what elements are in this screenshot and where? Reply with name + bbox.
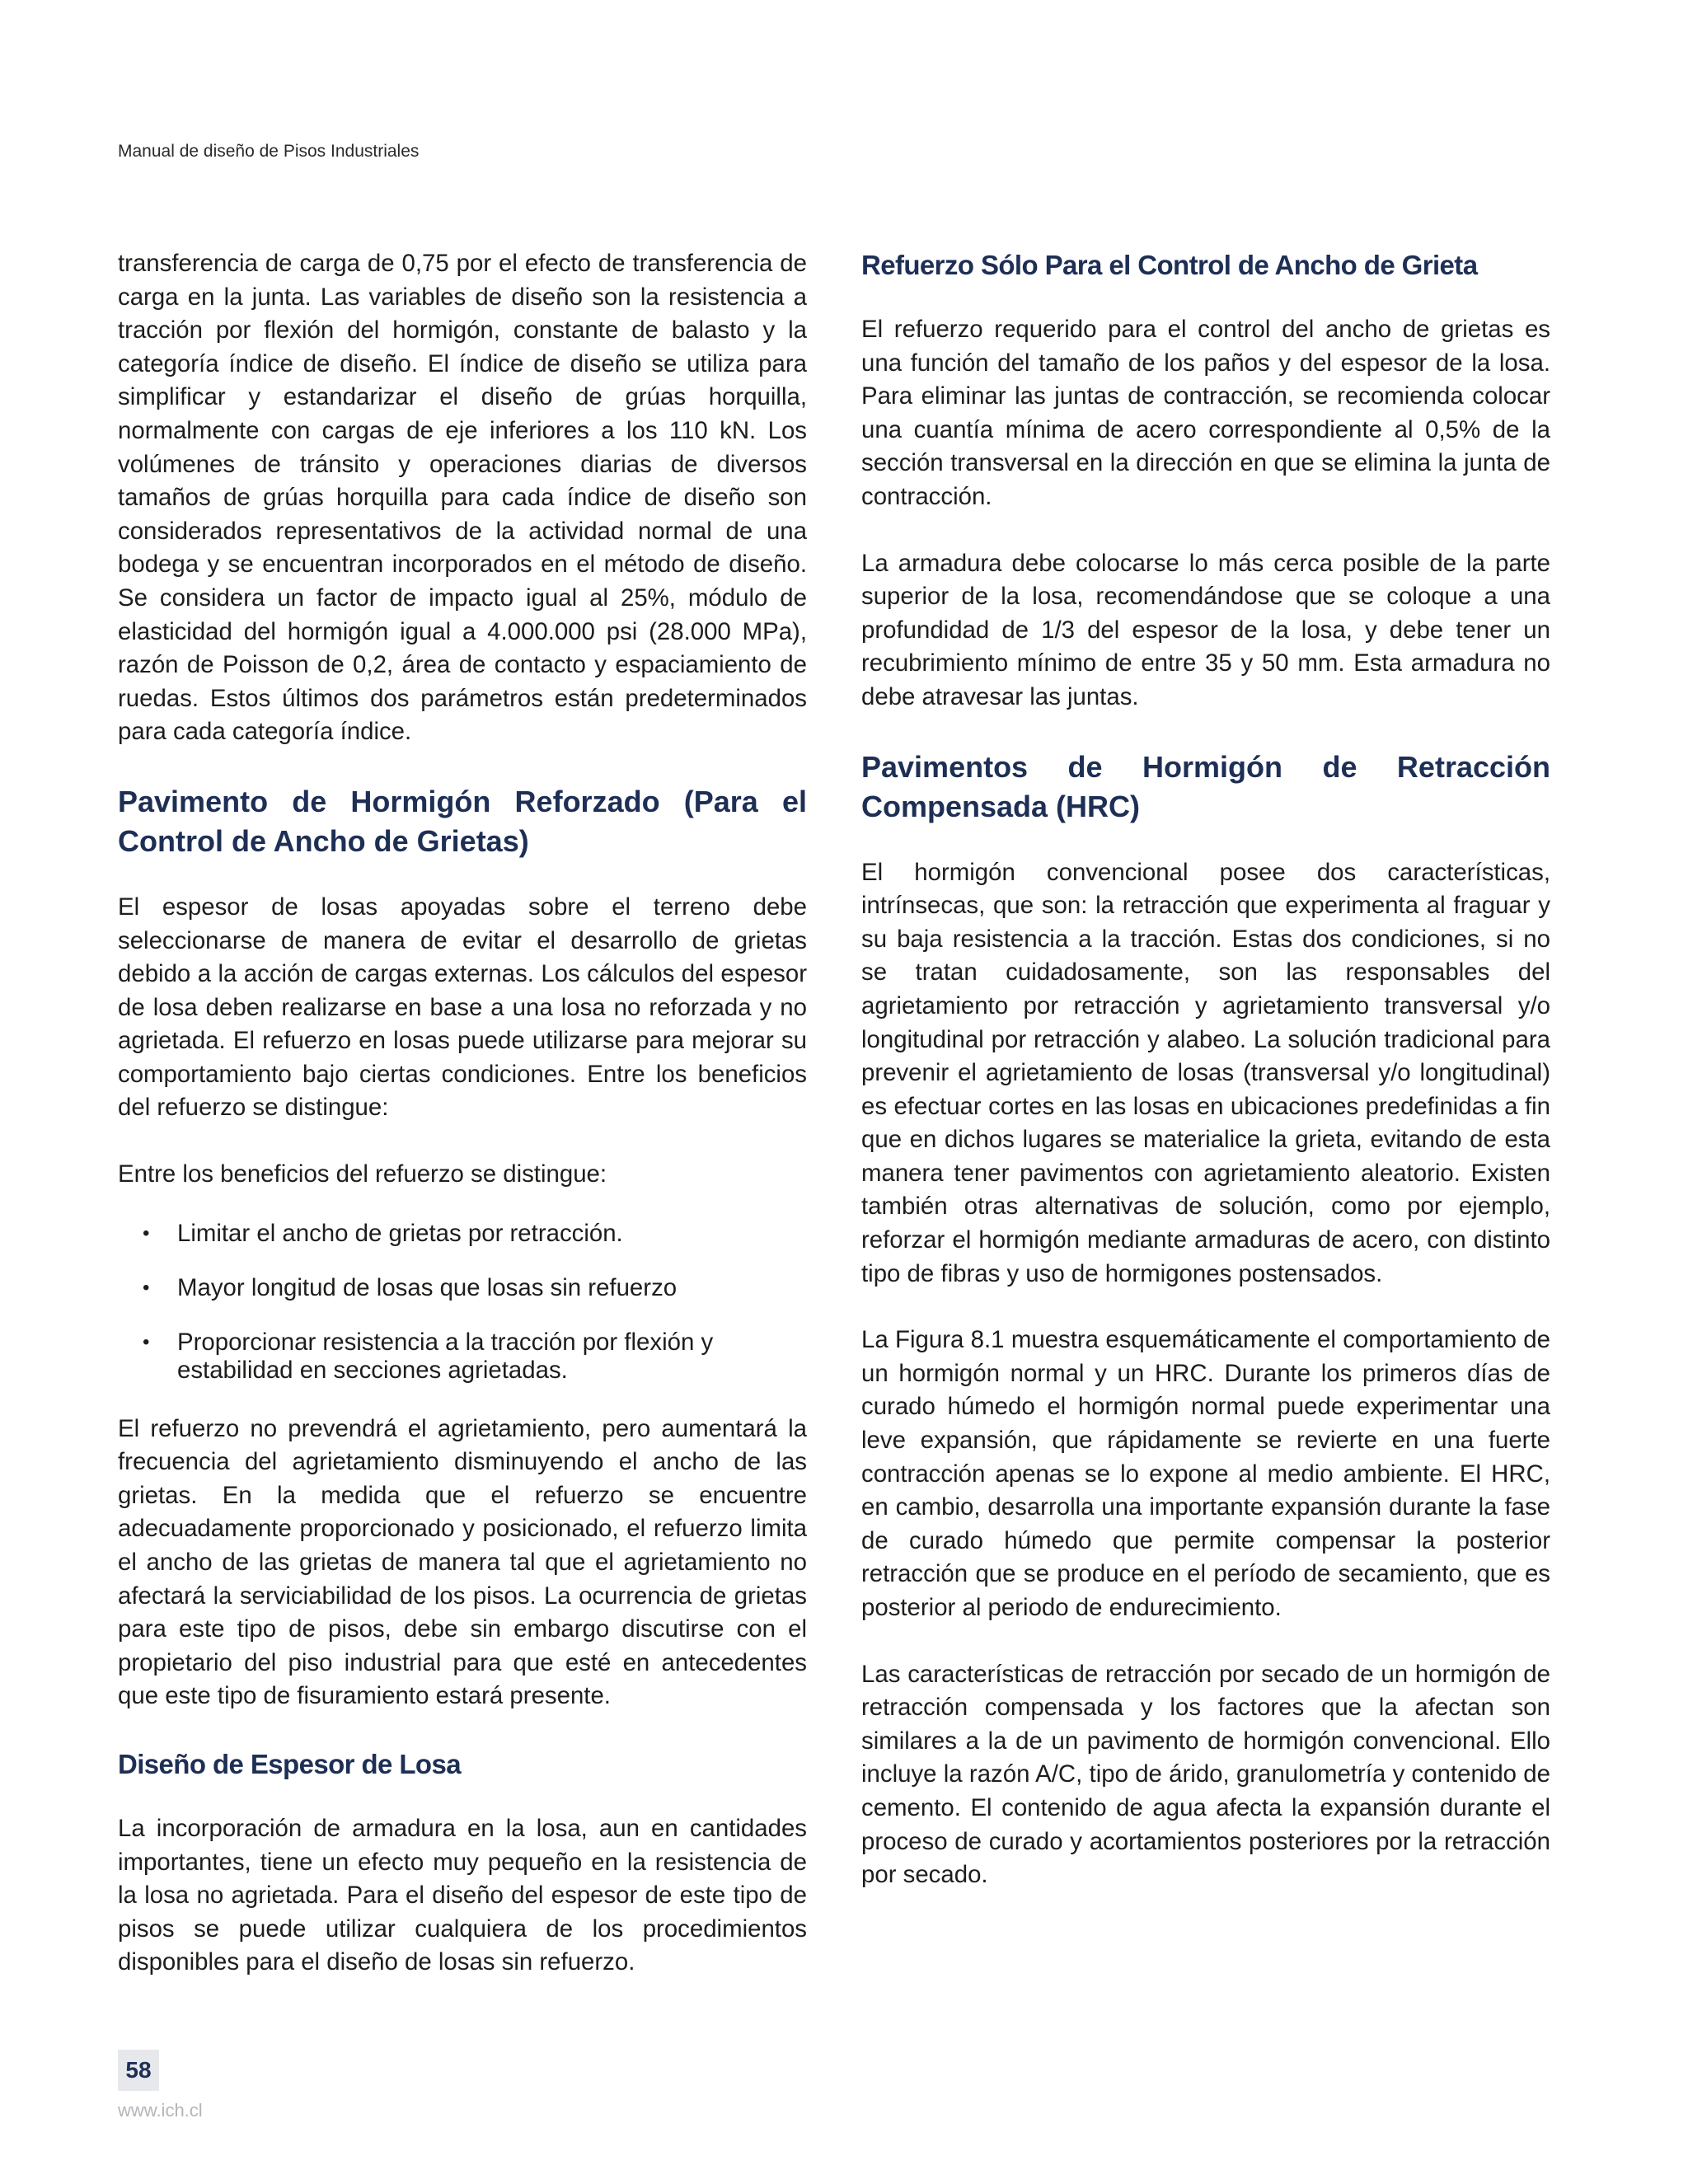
list-item [118, 1220, 807, 1248]
list-item [118, 1274, 807, 1302]
reinforced-paragraph-3: El refuerzo no prevendrá el agrietamiento, pero aumentará la frecuencia del agrietamiento disminuyendo el ancho de las grietas. En la medida que el refuerzo se encuentre adecuadamente proporcionado y posicionado, el refuerzo limita el ancho de las grietas de manera tal que el agrietamiento no afectará la serviciabilidad de los pisos. La ocurrencia de grietas para este tipo de pisos, debe sin embargo discutirse con el propietario del piso industrial para que esté en antecedentes que este tipo de fisuramiento estará presente. [118, 1414, 807, 1710]
list-item-text: Mayor longitud de losas que losas sin refuerzo [177, 1273, 678, 1301]
bullet-icon: • [143, 1276, 150, 1299]
section-heading-crack-width-control: Refuerzo Sólo Para el Control de Ancho de Grieta [861, 250, 1478, 280]
hrc-paragraph-2: La Figura 8.1 muestra esquemáticamente el comportamiento de un hormigón normal y un HRC. Durante los primeros días de curado húmedo el hormigón normal puede experimentar una leve expansión, que rápidamente se revierte en una fuerte contracción apenas se lo expone al medio ambiente. El HRC, en cambio, desarrolla una importante expansión durante la fase de curado húmedo que permite compensar la posterior retracción que se produce en el período de secamiento, que es posterior al periodo de endurecimiento. [861, 1326, 1550, 1621]
section-heading-slab-thickness: Diseño de Espesor de Losa [118, 1749, 461, 1779]
bullet-icon: • [143, 1330, 150, 1353]
footer-url[interactable]: www.ich.cl [118, 2100, 203, 2121]
section-heading-hrc: Pavimentos de Hormigón de Retracción Compensada (HRC) [861, 749, 1550, 823]
bullet-icon: • [143, 1221, 150, 1244]
list-item [118, 1329, 807, 1385]
reinforced-paragraph-1: El espesor de losas apoyadas sobre el terreno debe seleccionarse de manera de evitar el desarrollo de grietas debido a la acción de cargas externas. Los cálculos del espesor de losa deben realizarse en base a una losa no reforzada y no agrietada. El refuerzo en losas puede utilizarse para mejorar su comportamiento bajo ciertas condiciones. Entre los beneficios del refuerzo se distingue: [118, 893, 807, 1122]
reinforced-paragraph-2: Entre los beneficios del refuerzo se distingue: [118, 1160, 607, 1188]
crack-control-paragraph-2: La armadura debe colocarse lo más cerca posible de la parte superior de la losa, recomendándose que se coloque a una profundidad de 1/3 del espesor de la losa, y debe tener un recubrimiento mínimo de entre 35 y 50 mm. Esta armadura no debe atravesar las juntas. [861, 549, 1550, 710]
slab-thickness-paragraph: La incorporación de armadura en la losa, aun en cantidades importantes, tiene un efecto muy pequeño en la resistencia de la losa no agrietada. Para el diseño del espesor de este tipo de pisos se puede utilizar cualquiera de los procedimientos disponibles para el diseño de losas sin refuerzo. [118, 1815, 807, 1976]
page-number: 58 [118, 2050, 159, 2091]
benefits-list [118, 1220, 807, 1385]
intro-paragraph: transferencia de carga de 0,75 por el efecto de transferencia de carga en la junta. Las variables de diseño son la resistencia a tracción por flexión del hormigón, constante de balasto y la categoría índice de diseño. El índice de diseño se utiliza para simplificar y estandarizar el diseño de grúas horquilla, normalmente con cargas de eje inferiores a los 110 kN. Los volúmenes de tránsito y operaciones diarias de diversos tamaños de grúas horquilla para cada índice de diseño son considerados representativos de la actividad normal de una bodega y se encuentran incorporados en el método de diseño. Se considera un factor de impacto igual al 25%, módulo de elasticidad del hormigón igual a 4.000.000 psi (28.000 MPa), razón de Poisson de 0,2, área de contacto y espaciamiento de ruedas. Estos últimos dos parámetros están predeterminados para cada categoría índice. [118, 250, 807, 746]
left-column [118, 247, 807, 2013]
section-heading-reinforced-pavement: Pavimento de Hormigón Reforzado (Para el Control de Ancho de Grietas) [118, 784, 807, 858]
crack-control-paragraph-1: El refuerzo requerido para el control del ancho de grietas es una función del tamaño de los paños y del espesor de la losa. Para eliminar las juntas de contracción, se recomienda colocar una cuantía mínima de acero correspondiente al 0,5% de la sección transversal en la dirección en que se elimina la junta de contracción. [861, 316, 1550, 510]
list-item-text: Proporcionar resistencia a la tracción por flexión y estabilidad en secciones agrietadas. [177, 1328, 714, 1384]
hrc-paragraph-1: El hormigón convencional posee dos características, intrínsecas, que son: la retracción que experimenta al fraguar y su baja resistencia a la tracción. Estas dos condiciones, si no se tratan cuidadosamente, son las responsables del agrietamiento por retracción y agrietamiento transversal y/o longitudinal por retracción y alabeo. La solución tradicional para prevenir el agrietamiento de losas (transversal y/o longitudinal) es efectuar cortes en las losas en ubicaciones predefinidas a fin que en dichos lugares se materialice la grieta, evitando de esta manera tener pavimentos con agrietamiento aleatorio. Existen también otras alternativas de solución, como por ejemplo, reforzar el hormigón mediante armaduras de acero, con distinto tipo de fibras y uso de hormigones postensados. [861, 858, 1550, 1287]
right-column [861, 247, 1550, 1925]
hrc-paragraph-3: Las características de retracción por secado de un hormigón de retracción compensada y los factores que la afectan son similares a la de un pavimento de hormigón convencional. Ello incluye la razón A/C, tipo de árido, granulometría y contenido de cemento. El contenido de agua afecta la expansión durante el proceso de curado y acortamientos posteriores por la retracción por secado. [861, 1660, 1550, 1889]
list-item-text: Limitar el ancho de grietas por retracción. [177, 1219, 623, 1247]
running-header: Manual de diseño de Pisos Industriales [118, 142, 420, 161]
